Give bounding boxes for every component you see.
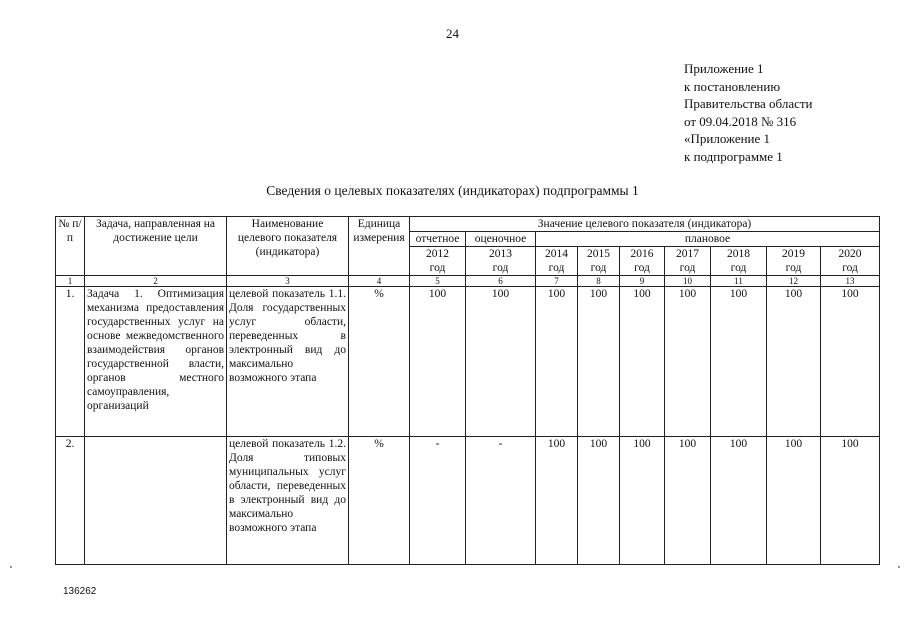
appendix-line: «Приложение 1 bbox=[684, 131, 771, 146]
value-cell: 100 bbox=[821, 437, 880, 565]
column-number: 1 bbox=[56, 276, 85, 287]
header-task: Задача, направленная на достижение цели bbox=[85, 217, 227, 276]
column-number: 12 bbox=[767, 276, 821, 287]
column-number: 13 bbox=[821, 276, 880, 287]
value-cell: 100 bbox=[767, 437, 821, 565]
value-cell: 100 bbox=[665, 287, 711, 437]
row-unit: % bbox=[349, 287, 410, 437]
column-number: 7 bbox=[536, 276, 578, 287]
appendix-line: Правительства области bbox=[684, 96, 813, 111]
row-task: Задача 1. Оптимизация механизма предоставления государственных услуг на основе межведомственного взаимодействия органов государственной власти, органов местного самоуправления, организаций bbox=[85, 287, 227, 437]
value-cell: - bbox=[410, 437, 466, 565]
row-indicator: целевой показатель 1.2. Доля типовых муниципальных услуг области, переведенных в электронный вид до максимально возможного этапа bbox=[227, 437, 349, 565]
header-planned: плановое bbox=[536, 232, 880, 247]
column-numbers-row bbox=[56, 276, 880, 287]
year-cell: 2013 год bbox=[466, 247, 536, 276]
year-cell: 2015 год bbox=[578, 247, 620, 276]
year-cell: 2020 год bbox=[821, 247, 880, 276]
year-cell: 2017 год bbox=[665, 247, 711, 276]
row-task bbox=[85, 437, 227, 565]
header-num: № п/п bbox=[56, 217, 85, 276]
row-num: 2. bbox=[56, 437, 85, 565]
scan-speck bbox=[10, 566, 12, 568]
table-row bbox=[56, 437, 880, 565]
header-value-group: Значение целевого показателя (индикатора) bbox=[410, 217, 880, 232]
column-number: 9 bbox=[620, 276, 665, 287]
value-cell: 100 bbox=[536, 287, 578, 437]
document-title: Сведения о целевых показателях (индикаторах) подпрограммы 1 bbox=[266, 183, 639, 198]
value-cell: 100 bbox=[578, 437, 620, 565]
table-row bbox=[56, 287, 880, 437]
value-cell: 100 bbox=[410, 287, 466, 437]
footer-code: 136262 bbox=[63, 586, 97, 597]
column-number: 10 bbox=[665, 276, 711, 287]
header-indicator: Наименование целевого показателя (индикатора) bbox=[227, 217, 349, 276]
value-cell: 100 bbox=[711, 437, 767, 565]
year-cell: 2012 год bbox=[410, 247, 466, 276]
page-number: 24 bbox=[446, 26, 459, 41]
value-cell: 100 bbox=[821, 287, 880, 437]
value-cell: 100 bbox=[767, 287, 821, 437]
row-unit: % bbox=[349, 437, 410, 565]
header-reported: отчетное bbox=[410, 232, 466, 247]
header-estimated: оценочное bbox=[466, 232, 536, 247]
value-cell: 100 bbox=[620, 437, 665, 565]
value-cell: 100 bbox=[711, 287, 767, 437]
column-number: 8 bbox=[578, 276, 620, 287]
year-cell: 2019 год bbox=[767, 247, 821, 276]
header-unit: Единица измерения bbox=[349, 217, 410, 276]
year-cell: 2018 год bbox=[711, 247, 767, 276]
appendix-line: к подпрограмме 1 bbox=[684, 148, 783, 164]
value-cell: 100 bbox=[665, 437, 711, 565]
appendix-block bbox=[684, 60, 813, 165]
indicators-table bbox=[55, 216, 880, 565]
value-cell: 100 bbox=[466, 287, 536, 437]
appendix-line: Приложение 1 bbox=[684, 61, 764, 76]
row-indicator: целевой показатель 1.1. Доля государственных услуг области, переведенных в электронный вид до максимально возможного этапа bbox=[227, 287, 349, 437]
value-cell: 100 bbox=[620, 287, 665, 437]
scan-speck bbox=[898, 566, 900, 568]
column-number: 2 bbox=[85, 276, 227, 287]
column-number: 5 bbox=[410, 276, 466, 287]
value-cell: 100 bbox=[536, 437, 578, 565]
value-cell: - bbox=[466, 437, 536, 565]
row-num: 1. bbox=[56, 287, 85, 437]
column-number: 11 bbox=[711, 276, 767, 287]
value-cell: 100 bbox=[578, 287, 620, 437]
column-number: 4 bbox=[349, 276, 410, 287]
header-row-1 bbox=[56, 217, 880, 232]
column-number: 3 bbox=[227, 276, 349, 287]
year-cell: 2014 год bbox=[536, 247, 578, 276]
appendix-line: от 09.04.2018 № 316 bbox=[684, 113, 797, 129]
column-number: 6 bbox=[466, 276, 536, 287]
year-cell: 2016 год bbox=[620, 247, 665, 276]
appendix-line: к постановлению bbox=[684, 78, 781, 94]
